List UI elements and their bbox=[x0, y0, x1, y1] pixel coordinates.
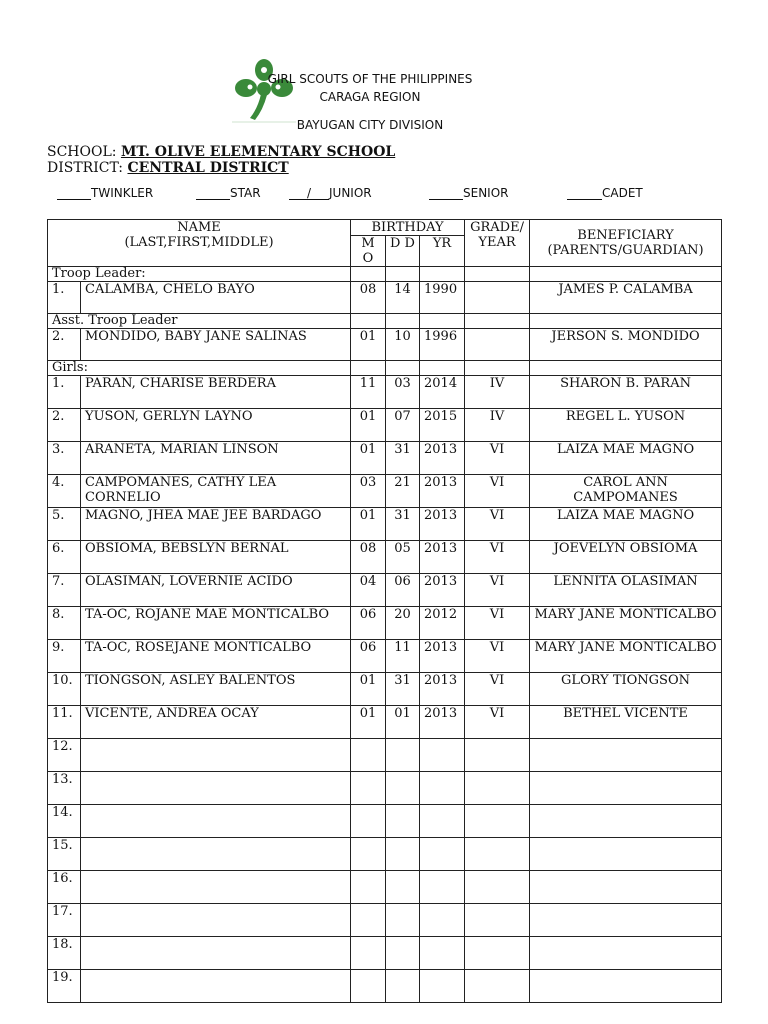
birth-year bbox=[420, 937, 465, 970]
grade bbox=[465, 937, 530, 970]
birth-year bbox=[420, 871, 465, 904]
twinkler-label: TWINKLER bbox=[91, 186, 154, 200]
member-name: TIONGSON, ASLEY BALENTOS bbox=[81, 673, 351, 706]
table-row bbox=[48, 541, 722, 574]
birth-year: 2014 bbox=[420, 376, 465, 409]
year-header: YR bbox=[420, 236, 465, 267]
birth-day: 21 bbox=[386, 475, 420, 508]
table-row bbox=[48, 706, 722, 739]
member-name: OLASIMAN, LOVERNIE ACIDO bbox=[81, 574, 351, 607]
senior-blank bbox=[429, 187, 463, 200]
birth-year: 2013 bbox=[420, 574, 465, 607]
birth-day: 05 bbox=[386, 541, 420, 574]
birth-month: 01 bbox=[351, 706, 386, 739]
birth-month: 01 bbox=[351, 508, 386, 541]
member-name: VICENTE, ANDREA OCAY bbox=[81, 706, 351, 739]
beneficiary: CAROL ANN CAMPOMANES bbox=[530, 475, 722, 508]
beneficiary bbox=[530, 838, 722, 871]
level-star bbox=[196, 186, 261, 200]
birth-month bbox=[351, 970, 386, 1003]
birth-month: 01 bbox=[351, 329, 386, 361]
twinkler-blank bbox=[57, 187, 91, 200]
level-junior bbox=[289, 186, 372, 200]
table-row bbox=[48, 772, 722, 805]
birth-day: 06 bbox=[386, 574, 420, 607]
beneficiary bbox=[530, 739, 722, 772]
junior-label: JUNIOR bbox=[329, 186, 372, 200]
beneficiary bbox=[530, 871, 722, 904]
beneficiary bbox=[530, 805, 722, 838]
organization-name: GIRL SCOUTS OF THE PHILIPPINES bbox=[267, 72, 473, 86]
row-number: 12. bbox=[48, 739, 81, 772]
beneficiary: BETHEL VICENTE bbox=[530, 706, 722, 739]
birth-month: 01 bbox=[351, 409, 386, 442]
name-header-label: NAME bbox=[177, 220, 221, 235]
birth-month bbox=[351, 772, 386, 805]
grade bbox=[465, 805, 530, 838]
member-name bbox=[81, 937, 351, 970]
row-number: 16. bbox=[48, 871, 81, 904]
row-number: 7. bbox=[48, 574, 81, 607]
table-row bbox=[48, 937, 722, 970]
day-header: D D bbox=[386, 236, 420, 267]
cadet-blank bbox=[567, 187, 602, 200]
table-row bbox=[48, 607, 722, 640]
birth-year: 1996 bbox=[420, 329, 465, 361]
birth-day bbox=[386, 970, 420, 1003]
beneficiary: LAIZA MAE MAGNO bbox=[530, 442, 722, 475]
birth-day: 14 bbox=[386, 282, 420, 314]
birth-year: 2012 bbox=[420, 607, 465, 640]
row-number: 9. bbox=[48, 640, 81, 673]
row-number: 14. bbox=[48, 805, 81, 838]
beneficiary: LAIZA MAE MAGNO bbox=[530, 508, 722, 541]
member-name: YUSON, GERLYN LAYNO bbox=[81, 409, 351, 442]
table-row bbox=[48, 376, 722, 409]
junior-blank: / bbox=[289, 187, 329, 200]
section-asst-leader: Asst. Troop Leader bbox=[48, 314, 351, 329]
row-number: 8. bbox=[48, 607, 81, 640]
grade bbox=[465, 739, 530, 772]
grade: IV bbox=[465, 376, 530, 409]
star-blank bbox=[196, 187, 230, 200]
table-row bbox=[48, 904, 722, 937]
row-number: 2. bbox=[48, 329, 81, 361]
birth-year: 2013 bbox=[420, 673, 465, 706]
row-number: 19. bbox=[48, 970, 81, 1003]
row-number: 17. bbox=[48, 904, 81, 937]
row-number: 6. bbox=[48, 541, 81, 574]
member-name bbox=[81, 805, 351, 838]
table-row bbox=[48, 739, 722, 772]
birth-day bbox=[386, 937, 420, 970]
grade: VI bbox=[465, 673, 530, 706]
member-name bbox=[81, 970, 351, 1003]
table-row bbox=[48, 970, 722, 1003]
member-name bbox=[81, 772, 351, 805]
birth-year bbox=[420, 838, 465, 871]
member-name: ARANETA, MARIAN LINSON bbox=[81, 442, 351, 475]
birth-day bbox=[386, 739, 420, 772]
birth-year: 2013 bbox=[420, 640, 465, 673]
birth-month: 06 bbox=[351, 640, 386, 673]
beneficiary-header: BENEFICIARY (PARENTS/GUARDIAN) bbox=[530, 220, 722, 267]
birth-month: 01 bbox=[351, 442, 386, 475]
grade bbox=[465, 838, 530, 871]
birth-day: 20 bbox=[386, 607, 420, 640]
grade: VI bbox=[465, 574, 530, 607]
birth-year: 2013 bbox=[420, 442, 465, 475]
member-name: TA-OC, ROSEJANE MONTICALBO bbox=[81, 640, 351, 673]
table-row bbox=[48, 475, 722, 508]
row-number: 1. bbox=[48, 376, 81, 409]
birth-month bbox=[351, 739, 386, 772]
table-row bbox=[48, 409, 722, 442]
level-senior bbox=[429, 186, 509, 200]
birth-month: 08 bbox=[351, 282, 386, 314]
birth-year bbox=[420, 805, 465, 838]
birth-month bbox=[351, 937, 386, 970]
beneficiary bbox=[530, 772, 722, 805]
star-label: STAR bbox=[230, 186, 261, 200]
table-row bbox=[48, 508, 722, 541]
row-number: 5. bbox=[48, 508, 81, 541]
row-number: 15. bbox=[48, 838, 81, 871]
beneficiary: GLORY TIONGSON bbox=[530, 673, 722, 706]
row-number: 10. bbox=[48, 673, 81, 706]
birth-month: 03 bbox=[351, 475, 386, 508]
row-number: 4. bbox=[48, 475, 81, 508]
beneficiary: LENNITA OLASIMAN bbox=[530, 574, 722, 607]
birth-year: 2013 bbox=[420, 706, 465, 739]
member-name: TA-OC, ROJANE MAE MONTICALBO bbox=[81, 607, 351, 640]
grade bbox=[465, 871, 530, 904]
grade bbox=[465, 329, 530, 361]
school-label: SCHOOL: bbox=[47, 144, 117, 160]
row-number: 11. bbox=[48, 706, 81, 739]
month-header: M O bbox=[351, 236, 386, 267]
member-name: CALAMBA, CHELO BAYO bbox=[81, 282, 351, 314]
birth-year: 2015 bbox=[420, 409, 465, 442]
birth-day: 07 bbox=[386, 409, 420, 442]
region-name: CARAGA REGION bbox=[319, 90, 421, 104]
birth-month bbox=[351, 871, 386, 904]
grade: VI bbox=[465, 706, 530, 739]
birth-year: 2013 bbox=[420, 508, 465, 541]
row-number: 18. bbox=[48, 937, 81, 970]
school-line bbox=[47, 144, 395, 160]
row-number: 1. bbox=[48, 282, 81, 314]
grade: VI bbox=[465, 541, 530, 574]
cadet-label: CADET bbox=[602, 186, 643, 200]
member-name: MONDIDO, BABY JANE SALINAS bbox=[81, 329, 351, 361]
birth-month bbox=[351, 805, 386, 838]
roster-body bbox=[48, 267, 722, 1003]
birth-month: 11 bbox=[351, 376, 386, 409]
section-troop-leader: Troop Leader: bbox=[48, 267, 351, 282]
birth-day bbox=[386, 838, 420, 871]
beneficiary: SHARON B. PARAN bbox=[530, 376, 722, 409]
beneficiary bbox=[530, 904, 722, 937]
beneficiary: MARY JANE MONTICALBO bbox=[530, 607, 722, 640]
birth-year bbox=[420, 739, 465, 772]
birth-day bbox=[386, 871, 420, 904]
beneficiary bbox=[530, 937, 722, 970]
birth-day: 03 bbox=[386, 376, 420, 409]
section-row bbox=[48, 361, 722, 376]
member-name: MAGNO, JHEA MAE JEE BARDAGO bbox=[81, 508, 351, 541]
beneficiary: JOEVELYN OBSIOMA bbox=[530, 541, 722, 574]
table-row bbox=[48, 442, 722, 475]
birth-day bbox=[386, 805, 420, 838]
level-twinkler bbox=[57, 186, 153, 200]
district-value: CENTRAL DISTRICT bbox=[127, 160, 289, 176]
birth-day: 10 bbox=[386, 329, 420, 361]
table-row bbox=[48, 282, 722, 314]
name-header bbox=[48, 220, 351, 267]
member-name: PARAN, CHARISE BERDERA bbox=[81, 376, 351, 409]
school-value: MT. OLIVE ELEMENTARY SCHOOL bbox=[120, 144, 396, 160]
row-number: 2. bbox=[48, 409, 81, 442]
senior-label: SENIOR bbox=[463, 186, 509, 200]
table-row bbox=[48, 838, 722, 871]
grade: VI bbox=[465, 442, 530, 475]
grade bbox=[465, 282, 530, 314]
section-girls: Girls: bbox=[48, 361, 351, 376]
member-name bbox=[81, 904, 351, 937]
grade bbox=[465, 904, 530, 937]
division-name: BAYUGAN CITY DIVISION bbox=[296, 118, 444, 132]
member-name bbox=[81, 739, 351, 772]
birth-month bbox=[351, 838, 386, 871]
grade: VI bbox=[465, 475, 530, 508]
row-number: 3. bbox=[48, 442, 81, 475]
table-row bbox=[48, 574, 722, 607]
birth-year: 2013 bbox=[420, 541, 465, 574]
birth-month: 01 bbox=[351, 673, 386, 706]
grade bbox=[465, 970, 530, 1003]
birth-year bbox=[420, 970, 465, 1003]
grade-header: GRADE/ YEAR bbox=[465, 220, 530, 267]
birthday-header: BIRTHDAY bbox=[351, 220, 465, 236]
birth-day: 31 bbox=[386, 442, 420, 475]
beneficiary: MARY JANE MONTICALBO bbox=[530, 640, 722, 673]
birth-month bbox=[351, 904, 386, 937]
birth-year: 2013 bbox=[420, 475, 465, 508]
member-name bbox=[81, 838, 351, 871]
grade: IV bbox=[465, 409, 530, 442]
birth-year bbox=[420, 772, 465, 805]
grade: VI bbox=[465, 640, 530, 673]
birth-year bbox=[420, 904, 465, 937]
row-number: 13. bbox=[48, 772, 81, 805]
scout-levels bbox=[0, 186, 768, 202]
name-header-sub: (LAST,FIRST,MIDDLE) bbox=[124, 235, 274, 250]
beneficiary bbox=[530, 970, 722, 1003]
grade bbox=[465, 772, 530, 805]
member-name: OBSIOMA, BEBSLYN BERNAL bbox=[81, 541, 351, 574]
birth-day: 31 bbox=[386, 508, 420, 541]
member-name: CAMPOMANES, CATHY LEA CORNELIO bbox=[81, 475, 351, 508]
birth-month: 08 bbox=[351, 541, 386, 574]
beneficiary: JAMES P. CALAMBA bbox=[530, 282, 722, 314]
member-name bbox=[81, 871, 351, 904]
birth-day bbox=[386, 772, 420, 805]
grade: VI bbox=[465, 508, 530, 541]
table-row bbox=[48, 640, 722, 673]
birth-day: 31 bbox=[386, 673, 420, 706]
level-cadet bbox=[567, 186, 643, 200]
table-row bbox=[48, 871, 722, 904]
table-row bbox=[48, 329, 722, 361]
birth-year: 1990 bbox=[420, 282, 465, 314]
beneficiary: REGEL L. YUSON bbox=[530, 409, 722, 442]
district-line bbox=[47, 160, 289, 176]
grade: VI bbox=[465, 607, 530, 640]
roster-table bbox=[47, 219, 722, 1003]
birth-day: 01 bbox=[386, 706, 420, 739]
table-row bbox=[48, 805, 722, 838]
table-row bbox=[48, 673, 722, 706]
birth-month: 06 bbox=[351, 607, 386, 640]
birth-month: 04 bbox=[351, 574, 386, 607]
birth-day: 11 bbox=[386, 640, 420, 673]
section-row bbox=[48, 267, 722, 282]
birth-day bbox=[386, 904, 420, 937]
section-row bbox=[48, 314, 722, 329]
beneficiary: JERSON S. MONDIDO bbox=[530, 329, 722, 361]
district-label: DISTRICT: bbox=[47, 160, 124, 176]
